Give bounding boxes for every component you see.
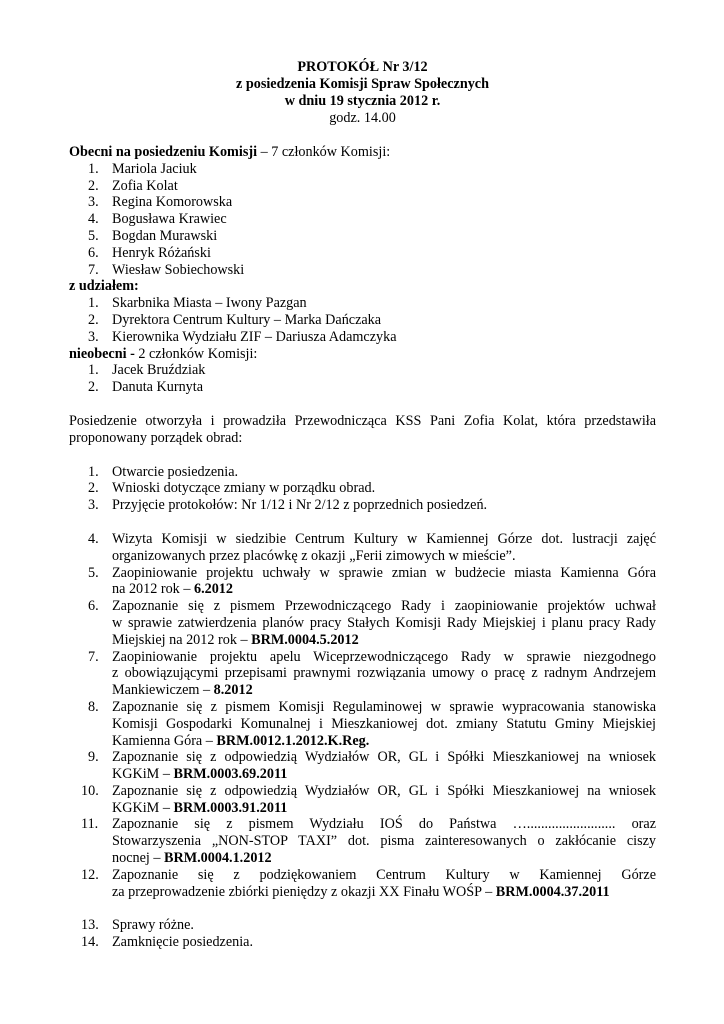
- list-item: 5. Bogdan Murawski: [88, 227, 218, 244]
- present-label: Obecni na posiedzeniu Komisji: [69, 144, 258, 160]
- list-item: 3. Regina Komorowska: [88, 194, 233, 211]
- absent-heading: [69, 346, 656, 363]
- agenda-item: 2. Wnioski dotyczące zmiany w porządku obrad.: [88, 480, 376, 497]
- agenda-item: 14. Zamknięcie posiedzenia.: [81, 934, 254, 951]
- meeting-subtitle: z posiedzenia Komisji Spraw Społecznych: [235, 76, 489, 92]
- present-count: – 7 członków Komisji:: [257, 144, 391, 160]
- list-item: 1. Jacek Bruździak: [88, 362, 206, 379]
- document-header: [69, 59, 656, 127]
- document-page: [69, 59, 656, 951]
- protocol-title: PROTOKÓŁ Nr 3/12: [297, 59, 428, 75]
- absent-members-list: [69, 362, 656, 396]
- list-item: 2. Danuta Kurnyta: [88, 379, 204, 396]
- meeting-time: godz. 14.00: [329, 110, 396, 126]
- agenda-item: 11. Zapoznanie się z pismem Wydziału IOŚ do Państwa …......................... oraz Stowarzyszenia „NON-STOP TAXI” dot. pisma zainteresowanych o zakłócanie ciszy nocnej – BRM.0004.1.2012: [81, 816, 656, 867]
- absent-count: 2 członków Komisji:: [138, 345, 258, 362]
- agenda-list: [69, 464, 656, 514]
- present-members-list: [69, 161, 656, 279]
- list-item: 3. Kierownika Wydziału ZIF – Dariusza Adamczyka: [88, 328, 397, 345]
- present-heading: [69, 144, 656, 161]
- list-item: 1. Skarbnika Miasta – Iwony Pazgan: [88, 295, 307, 312]
- agenda-item: 7. Zaopiniowanie projektu apelu Wiceprzewodniczącego Rady w sprawie niezgodnego z obowiązującymi przepisami prawnymi rozwiązania umowy o pracę z radnym Andrzejem Mankiewiczem – 8.2012: [88, 648, 656, 699]
- agenda-item: 6. Zapoznanie się z pismem Przewodniczącego Rady i zaopiniowanie projektów uchwał w sprawie zatwierdzenia planów pracy Stałych Komisji Rady Miejskiej i planu pracy Rady Miejskiej na 2012 rok – BRM.0004.5.2012: [88, 598, 656, 648]
- agenda-item: 9. Zapoznanie się z odpowiedzią Wydziałów OR, GL i Spółki Mieszkaniowej na wniosek KGKiM – BRM.0003.69.2011: [88, 749, 656, 783]
- list-item: 7. Wiesław Sobiechowski: [88, 261, 245, 278]
- agenda-list-continued: [69, 531, 656, 901]
- agenda-item: 13. Sprawy różne.: [81, 917, 194, 934]
- list-item: 1. Mariola Jaciuk: [88, 160, 197, 177]
- agenda-item: 5. Zaopiniowanie projektu uchwały w sprawie zmian w budżecie miasta Kamienna Góra na 2012 rok – 6.2012: [88, 564, 656, 598]
- list-item: 2. Zofia Kolat: [88, 177, 178, 194]
- participants-list: [69, 295, 656, 345]
- agenda-item: 10. Zapoznanie się z odpowiedzią Wydziałów OR, GL i Spółki Mieszkaniowej na wniosek KGKiM – BRM.0003.91.2011: [81, 782, 656, 816]
- agenda-item: 8. Zapoznanie się z pismem Komisji Regulaminowej w sprawie wypracowania stanowiska Komisji Gospodarki Komunalnej i Mieszkaniowej dot. zmiany Statutu Gminy Miejskiej Kamienna Góra – BRM.0012.1.2012.K.Reg.: [88, 698, 656, 749]
- intro-paragraph: Posiedzenie otworzyła i prowadziła Przewodnicząca KSS Pani Zofia Kolat, która przedstawiła proponowany porządek obrad:: [69, 412, 656, 446]
- meeting-date: w dniu 19 stycznia 2012 r.: [284, 93, 441, 109]
- agenda-item: 4. Wizyta Komisji w siedzibie Centrum Kultury w Kamiennej Górze dot. lustracji zajęć organizowanych przez placówkę z okazji „Ferii zimowych w mieście”.: [88, 530, 656, 564]
- list-item: 6. Henryk Różański: [88, 244, 211, 261]
- participants-heading: z udziałem:: [69, 278, 139, 295]
- agenda-list-final: [69, 917, 656, 951]
- list-item: 4. Bogusława Krawiec: [88, 211, 227, 228]
- absent-label: nieobecni -: [69, 345, 139, 362]
- list-item: 2. Dyrektora Centrum Kultury – Marka Dańczaka: [88, 311, 382, 328]
- agenda-item: 1. Otwarcie posiedzenia.: [88, 463, 239, 480]
- agenda-item: 12. Zapoznanie się z podziękowaniem Centrum Kultury w Kamiennej Górze za przeprowadzenie zbiórki pieniędzy z okazji XX Finału WOŚP – BRM.0004.37.2011: [81, 866, 656, 900]
- agenda-item: 3. Przyjęcie protokołów: Nr 1/12 i Nr 2/12 z poprzednich posiedzeń.: [88, 497, 488, 514]
